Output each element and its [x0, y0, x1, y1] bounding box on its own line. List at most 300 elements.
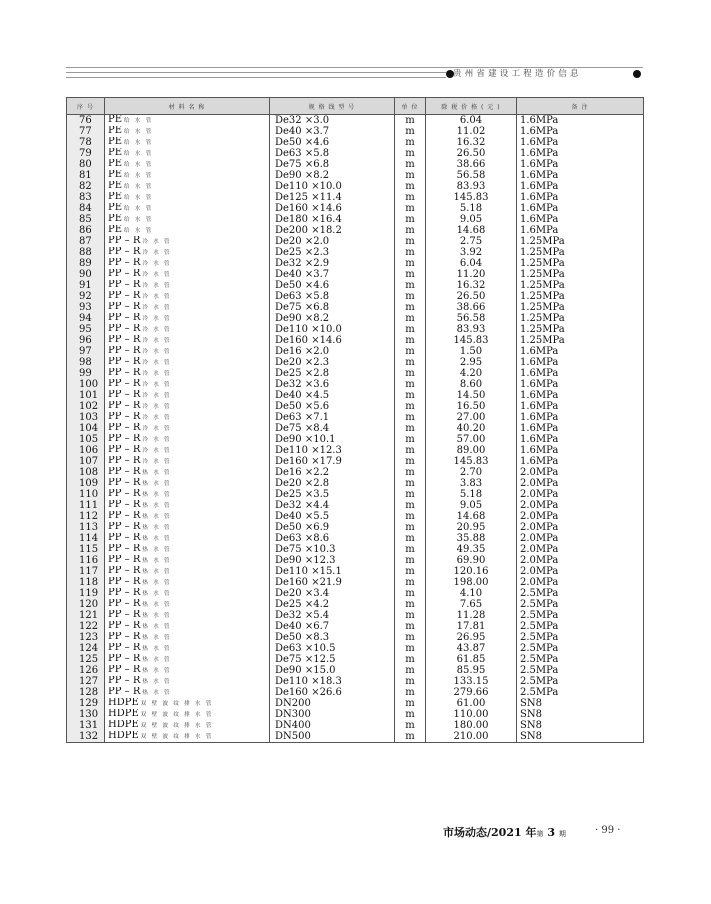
price: 210.00 — [426, 731, 517, 743]
material-type: PP – R — [108, 313, 141, 323]
material-name — [105, 533, 270, 544]
table-row — [67, 313, 644, 324]
unit: m — [395, 236, 426, 247]
material-subtype: 热 水 管 — [142, 690, 172, 696]
price: 6.04 — [426, 115, 517, 127]
price: 180.00 — [426, 720, 517, 731]
unit: m — [395, 632, 426, 643]
spec: De180 ×16.4 — [270, 214, 395, 225]
row-number: 98 — [67, 357, 105, 368]
spec: De160 ×14.6 — [270, 203, 395, 214]
price: 20.95 — [426, 522, 517, 533]
note: 2.0MPa — [517, 555, 644, 566]
spec: De63 ×5.8 — [270, 291, 395, 302]
spec: De160 ×26.6 — [270, 687, 395, 698]
note: 2.0MPa — [517, 511, 644, 522]
material-subtype: 双 壁 波 纹 排 水 管 — [140, 734, 214, 740]
spec: De110 ×10.0 — [270, 181, 395, 192]
unit: m — [395, 434, 426, 445]
unit: m — [395, 137, 426, 148]
spec: De125 ×11.4 — [270, 192, 395, 203]
price: 9.05 — [426, 500, 517, 511]
material-type: PP – R — [108, 335, 141, 345]
material-name — [105, 577, 270, 588]
row-number: 123 — [67, 632, 105, 643]
material-subtype: 冷 水 管 — [142, 371, 172, 377]
material-name — [105, 731, 270, 743]
material-subtype: 热 水 管 — [142, 613, 172, 619]
price: 11.20 — [426, 269, 517, 280]
spec: De50 ×4.6 — [270, 137, 395, 148]
price: 83.93 — [426, 181, 517, 192]
note: 2.5MPa — [517, 643, 644, 654]
unit: m — [395, 170, 426, 181]
material-type: PP – R — [108, 632, 141, 642]
material-name — [105, 181, 270, 192]
table-row — [67, 434, 644, 445]
price: 27.00 — [426, 412, 517, 423]
price: 43.87 — [426, 643, 517, 654]
material-type: PE — [108, 203, 123, 213]
material-type: HDPE — [108, 698, 139, 708]
material-type: PP – R — [108, 280, 141, 290]
unit: m — [395, 731, 426, 743]
table-row — [67, 489, 644, 500]
unit: m — [395, 379, 426, 390]
price: 5.18 — [426, 203, 517, 214]
price: 16.32 — [426, 137, 517, 148]
material-type: PP – R — [108, 456, 141, 466]
unit: m — [395, 302, 426, 313]
material-subtype: 冷 水 管 — [142, 437, 172, 443]
material-subtype: 热 水 管 — [142, 635, 172, 641]
material-name — [105, 280, 270, 291]
unit: m — [395, 533, 426, 544]
price: 2.70 — [426, 467, 517, 478]
material-name — [105, 500, 270, 511]
price: 61.85 — [426, 654, 517, 665]
material-name — [105, 137, 270, 148]
material-subtype: 给 水 管 — [124, 129, 154, 135]
row-number: 101 — [67, 390, 105, 401]
row-number: 91 — [67, 280, 105, 291]
row-number: 96 — [67, 335, 105, 346]
material-name — [105, 390, 270, 401]
material-name — [105, 665, 270, 676]
material-name — [105, 555, 270, 566]
material-type: PP – R — [108, 302, 141, 312]
material-name — [105, 423, 270, 434]
header-dot-right — [633, 70, 641, 78]
material-type: PP – R — [108, 687, 141, 697]
table-row — [67, 511, 644, 522]
note: 2.0MPa — [517, 500, 644, 511]
row-number: 108 — [67, 467, 105, 478]
material-type: PP – R — [108, 544, 141, 554]
material-name — [105, 621, 270, 632]
row-number: 76 — [67, 115, 105, 127]
unit: m — [395, 214, 426, 225]
unit: m — [395, 247, 426, 258]
material-type: PP – R — [108, 489, 141, 499]
spec: De160 ×17.9 — [270, 456, 395, 467]
table-row — [67, 258, 644, 269]
table-row — [67, 544, 644, 555]
material-subtype: 双 壁 波 纹 排 水 管 — [140, 701, 214, 707]
material-name — [105, 709, 270, 720]
note: 2.5MPa — [517, 654, 644, 665]
note: 2.0MPa — [517, 577, 644, 588]
note: 1.25MPa — [517, 280, 644, 291]
note: 1.6MPa — [517, 368, 644, 379]
material-name — [105, 599, 270, 610]
table-row — [67, 181, 644, 192]
spec: DN300 — [270, 709, 395, 720]
material-subtype: 热 水 管 — [142, 481, 172, 487]
spec: De63 ×10.5 — [270, 643, 395, 654]
material-type: HDPE — [108, 720, 139, 730]
material-name — [105, 346, 270, 357]
material-name — [105, 225, 270, 236]
material-name — [105, 379, 270, 390]
material-subtype: 冷 水 管 — [142, 283, 172, 289]
note: 1.6MPa — [517, 346, 644, 357]
price: 17.81 — [426, 621, 517, 632]
material-name — [105, 698, 270, 709]
price: 6.04 — [426, 258, 517, 269]
note: 2.0MPa — [517, 544, 644, 555]
header-rule-bottom — [66, 72, 446, 73]
unit: m — [395, 500, 426, 511]
material-type: PP – R — [108, 522, 141, 532]
spec: DN500 — [270, 731, 395, 743]
row-number: 119 — [67, 588, 105, 599]
table-row — [67, 291, 644, 302]
note: SN8 — [517, 731, 644, 743]
material-type: PP – R — [108, 478, 141, 488]
material-name — [105, 434, 270, 445]
row-number: 105 — [67, 434, 105, 445]
note: 2.0MPa — [517, 467, 644, 478]
material-name — [105, 511, 270, 522]
row-number: 83 — [67, 192, 105, 203]
table-row — [67, 170, 644, 181]
table-row — [67, 412, 644, 423]
spec: De16 ×2.2 — [270, 467, 395, 478]
price: 11.02 — [426, 126, 517, 137]
table-row — [67, 192, 644, 203]
row-number: 118 — [67, 577, 105, 588]
page-number: · 99 · — [595, 825, 621, 836]
table-row — [67, 500, 644, 511]
material-type: PP – R — [108, 269, 141, 279]
spec: De90 ×10.1 — [270, 434, 395, 445]
spec: De50 ×5.6 — [270, 401, 395, 412]
material-subtype: 冷 水 管 — [142, 426, 172, 432]
table-row — [67, 621, 644, 632]
material-name — [105, 269, 270, 280]
price: 3.92 — [426, 247, 517, 258]
unit: m — [395, 467, 426, 478]
price: 56.58 — [426, 170, 517, 181]
note: 1.6MPa — [517, 148, 644, 159]
spec: De32 ×4.4 — [270, 500, 395, 511]
material-subtype: 冷 水 管 — [142, 250, 172, 256]
table-row — [67, 115, 644, 127]
note: 1.25MPa — [517, 258, 644, 269]
material-type: PP – R — [108, 247, 141, 257]
unit: m — [395, 181, 426, 192]
table-row — [67, 610, 644, 621]
spec: De160 ×14.6 — [270, 335, 395, 346]
price: 110.00 — [426, 709, 517, 720]
note: 1.6MPa — [517, 159, 644, 170]
spec: De90 ×15.0 — [270, 665, 395, 676]
table-row — [67, 687, 644, 698]
material-subtype: 冷 水 管 — [142, 272, 172, 278]
material-name — [105, 247, 270, 258]
material-subtype: 热 水 管 — [142, 591, 172, 597]
material-name — [105, 588, 270, 599]
row-number: 117 — [67, 566, 105, 577]
row-number: 90 — [67, 269, 105, 280]
material-name — [105, 687, 270, 698]
row-number: 129 — [67, 698, 105, 709]
row-number: 110 — [67, 489, 105, 500]
note: 1.6MPa — [517, 456, 644, 467]
price: 1.50 — [426, 346, 517, 357]
material-type: PE — [108, 126, 123, 136]
table-row — [67, 720, 644, 731]
material-subtype: 热 水 管 — [142, 558, 172, 564]
table-row — [67, 566, 644, 577]
row-number: 87 — [67, 236, 105, 247]
note: 1.25MPa — [517, 269, 644, 280]
row-number: 109 — [67, 478, 105, 489]
spec: De40 ×3.7 — [270, 269, 395, 280]
table-row — [67, 401, 644, 412]
unit: m — [395, 643, 426, 654]
journal-header-title: 贵州省建设工程造价信息 — [453, 69, 582, 79]
price: 56.58 — [426, 313, 517, 324]
col-header-material: 材 料 名 称 — [105, 98, 270, 115]
note: 1.6MPa — [517, 115, 644, 127]
material-subtype: 热 水 管 — [142, 602, 172, 608]
price: 279.66 — [426, 687, 517, 698]
unit: m — [395, 412, 426, 423]
price: 16.50 — [426, 401, 517, 412]
price: 8.60 — [426, 379, 517, 390]
row-number: 116 — [67, 555, 105, 566]
price: 4.10 — [426, 588, 517, 599]
material-type: PP – R — [108, 577, 141, 587]
row-number: 125 — [67, 654, 105, 665]
row-number: 115 — [67, 544, 105, 555]
unit: m — [395, 555, 426, 566]
material-type: PP – R — [108, 445, 141, 455]
material-subtype: 冷 水 管 — [142, 316, 172, 322]
material-subtype: 热 水 管 — [142, 492, 172, 498]
unit: m — [395, 115, 426, 127]
table-row — [67, 654, 644, 665]
price: 49.35 — [426, 544, 517, 555]
row-number: 79 — [67, 148, 105, 159]
material-type: PP – R — [108, 390, 141, 400]
spec: De90 ×12.3 — [270, 555, 395, 566]
material-type: PP – R — [108, 599, 141, 609]
spec: De20 ×2.3 — [270, 357, 395, 368]
row-number: 111 — [67, 500, 105, 511]
table-row — [67, 698, 644, 709]
unit: m — [395, 346, 426, 357]
material-subtype: 冷 水 管 — [142, 459, 172, 465]
material-type: PP – R — [108, 291, 141, 301]
material-type: PE — [108, 114, 123, 125]
row-number: 88 — [67, 247, 105, 258]
spec: De75 ×6.8 — [270, 302, 395, 313]
price: 35.88 — [426, 533, 517, 544]
col-header-price: 除 税 价 格 ( 元 ) — [426, 98, 517, 115]
material-subtype: 给 水 管 — [124, 184, 154, 190]
price: 14.68 — [426, 511, 517, 522]
unit: m — [395, 126, 426, 137]
unit: m — [395, 698, 426, 709]
price: 38.66 — [426, 302, 517, 313]
unit: m — [395, 357, 426, 368]
unit: m — [395, 324, 426, 335]
note: 1.6MPa — [517, 203, 644, 214]
note: 1.25MPa — [517, 313, 644, 324]
material-type: PE — [108, 137, 123, 147]
material-subtype: 热 水 管 — [142, 646, 172, 652]
table-row — [67, 280, 644, 291]
note: 1.6MPa — [517, 434, 644, 445]
note: 1.6MPa — [517, 137, 644, 148]
price: 3.83 — [426, 478, 517, 489]
table-row — [67, 159, 644, 170]
note: SN8 — [517, 720, 644, 731]
note: 2.0MPa — [517, 522, 644, 533]
price: 2.75 — [426, 236, 517, 247]
material-subtype: 冷 水 管 — [142, 448, 172, 454]
material-subtype: 给 水 管 — [124, 206, 154, 212]
table-row — [67, 302, 644, 313]
table-row — [67, 346, 644, 357]
price: 89.00 — [426, 445, 517, 456]
material-type: PE — [108, 170, 123, 180]
note: 2.5MPa — [517, 687, 644, 698]
unit: m — [395, 203, 426, 214]
material-name — [105, 335, 270, 346]
note: 1.6MPa — [517, 170, 644, 181]
unit: m — [395, 489, 426, 500]
material-subtype: 热 水 管 — [142, 503, 172, 509]
table-row — [67, 357, 644, 368]
spec: De63 ×7.1 — [270, 412, 395, 423]
material-type: PP – R — [108, 412, 141, 422]
spec: De63 ×5.8 — [270, 148, 395, 159]
table-row — [67, 676, 644, 687]
spec: De110 ×10.0 — [270, 324, 395, 335]
price-table — [66, 97, 644, 743]
material-name — [105, 313, 270, 324]
spec: De20 ×3.4 — [270, 588, 395, 599]
material-name — [105, 214, 270, 225]
material-type: PE — [108, 192, 123, 202]
price: 61.00 — [426, 698, 517, 709]
price: 120.16 — [426, 566, 517, 577]
note: 2.5MPa — [517, 665, 644, 676]
price: 198.00 — [426, 577, 517, 588]
material-name — [105, 456, 270, 467]
material-type: PP – R — [108, 357, 141, 367]
material-subtype: 热 水 管 — [142, 536, 172, 542]
material-subtype: 热 水 管 — [142, 569, 172, 575]
material-type: PP – R — [108, 588, 141, 598]
table-row — [67, 148, 644, 159]
material-subtype: 热 水 管 — [142, 525, 172, 531]
table-row — [67, 324, 644, 335]
material-subtype: 冷 水 管 — [142, 239, 172, 245]
material-name — [105, 148, 270, 159]
unit: m — [395, 368, 426, 379]
note: SN8 — [517, 698, 644, 709]
row-number: 128 — [67, 687, 105, 698]
unit: m — [395, 456, 426, 467]
material-subtype: 冷 水 管 — [142, 382, 172, 388]
note: 2.5MPa — [517, 599, 644, 610]
spec: De25 ×3.5 — [270, 489, 395, 500]
table-row — [67, 126, 644, 137]
note: 1.25MPa — [517, 247, 644, 258]
price: 145.83 — [426, 192, 517, 203]
price: 26.50 — [426, 291, 517, 302]
material-name — [105, 544, 270, 555]
table-row — [67, 137, 644, 148]
material-type: PP – R — [108, 665, 141, 675]
unit: m — [395, 654, 426, 665]
unit: m — [395, 621, 426, 632]
table-row — [67, 456, 644, 467]
material-type: PP – R — [108, 643, 141, 653]
note: 1.6MPa — [517, 126, 644, 137]
unit: m — [395, 280, 426, 291]
unit: m — [395, 445, 426, 456]
table-row — [67, 555, 644, 566]
material-subtype: 给 水 管 — [124, 162, 154, 168]
price: 11.28 — [426, 610, 517, 621]
material-subtype: 热 水 管 — [142, 547, 172, 553]
note: 1.6MPa — [517, 390, 644, 401]
material-name — [105, 170, 270, 181]
material-name — [105, 676, 270, 687]
material-type: HDPE — [108, 709, 139, 719]
table-row — [67, 599, 644, 610]
note: 1.6MPa — [517, 357, 644, 368]
material-name — [105, 654, 270, 665]
price: 14.68 — [426, 225, 517, 236]
note: 2.0MPa — [517, 566, 644, 577]
note: 2.5MPa — [517, 588, 644, 599]
price: 40.20 — [426, 423, 517, 434]
price: 133.15 — [426, 676, 517, 687]
price: 2.95 — [426, 357, 517, 368]
note: SN8 — [517, 709, 644, 720]
material-subtype: 给 水 管 — [124, 151, 154, 157]
table-row — [67, 203, 644, 214]
material-subtype: 冷 水 管 — [142, 404, 172, 410]
row-number: 86 — [67, 225, 105, 236]
